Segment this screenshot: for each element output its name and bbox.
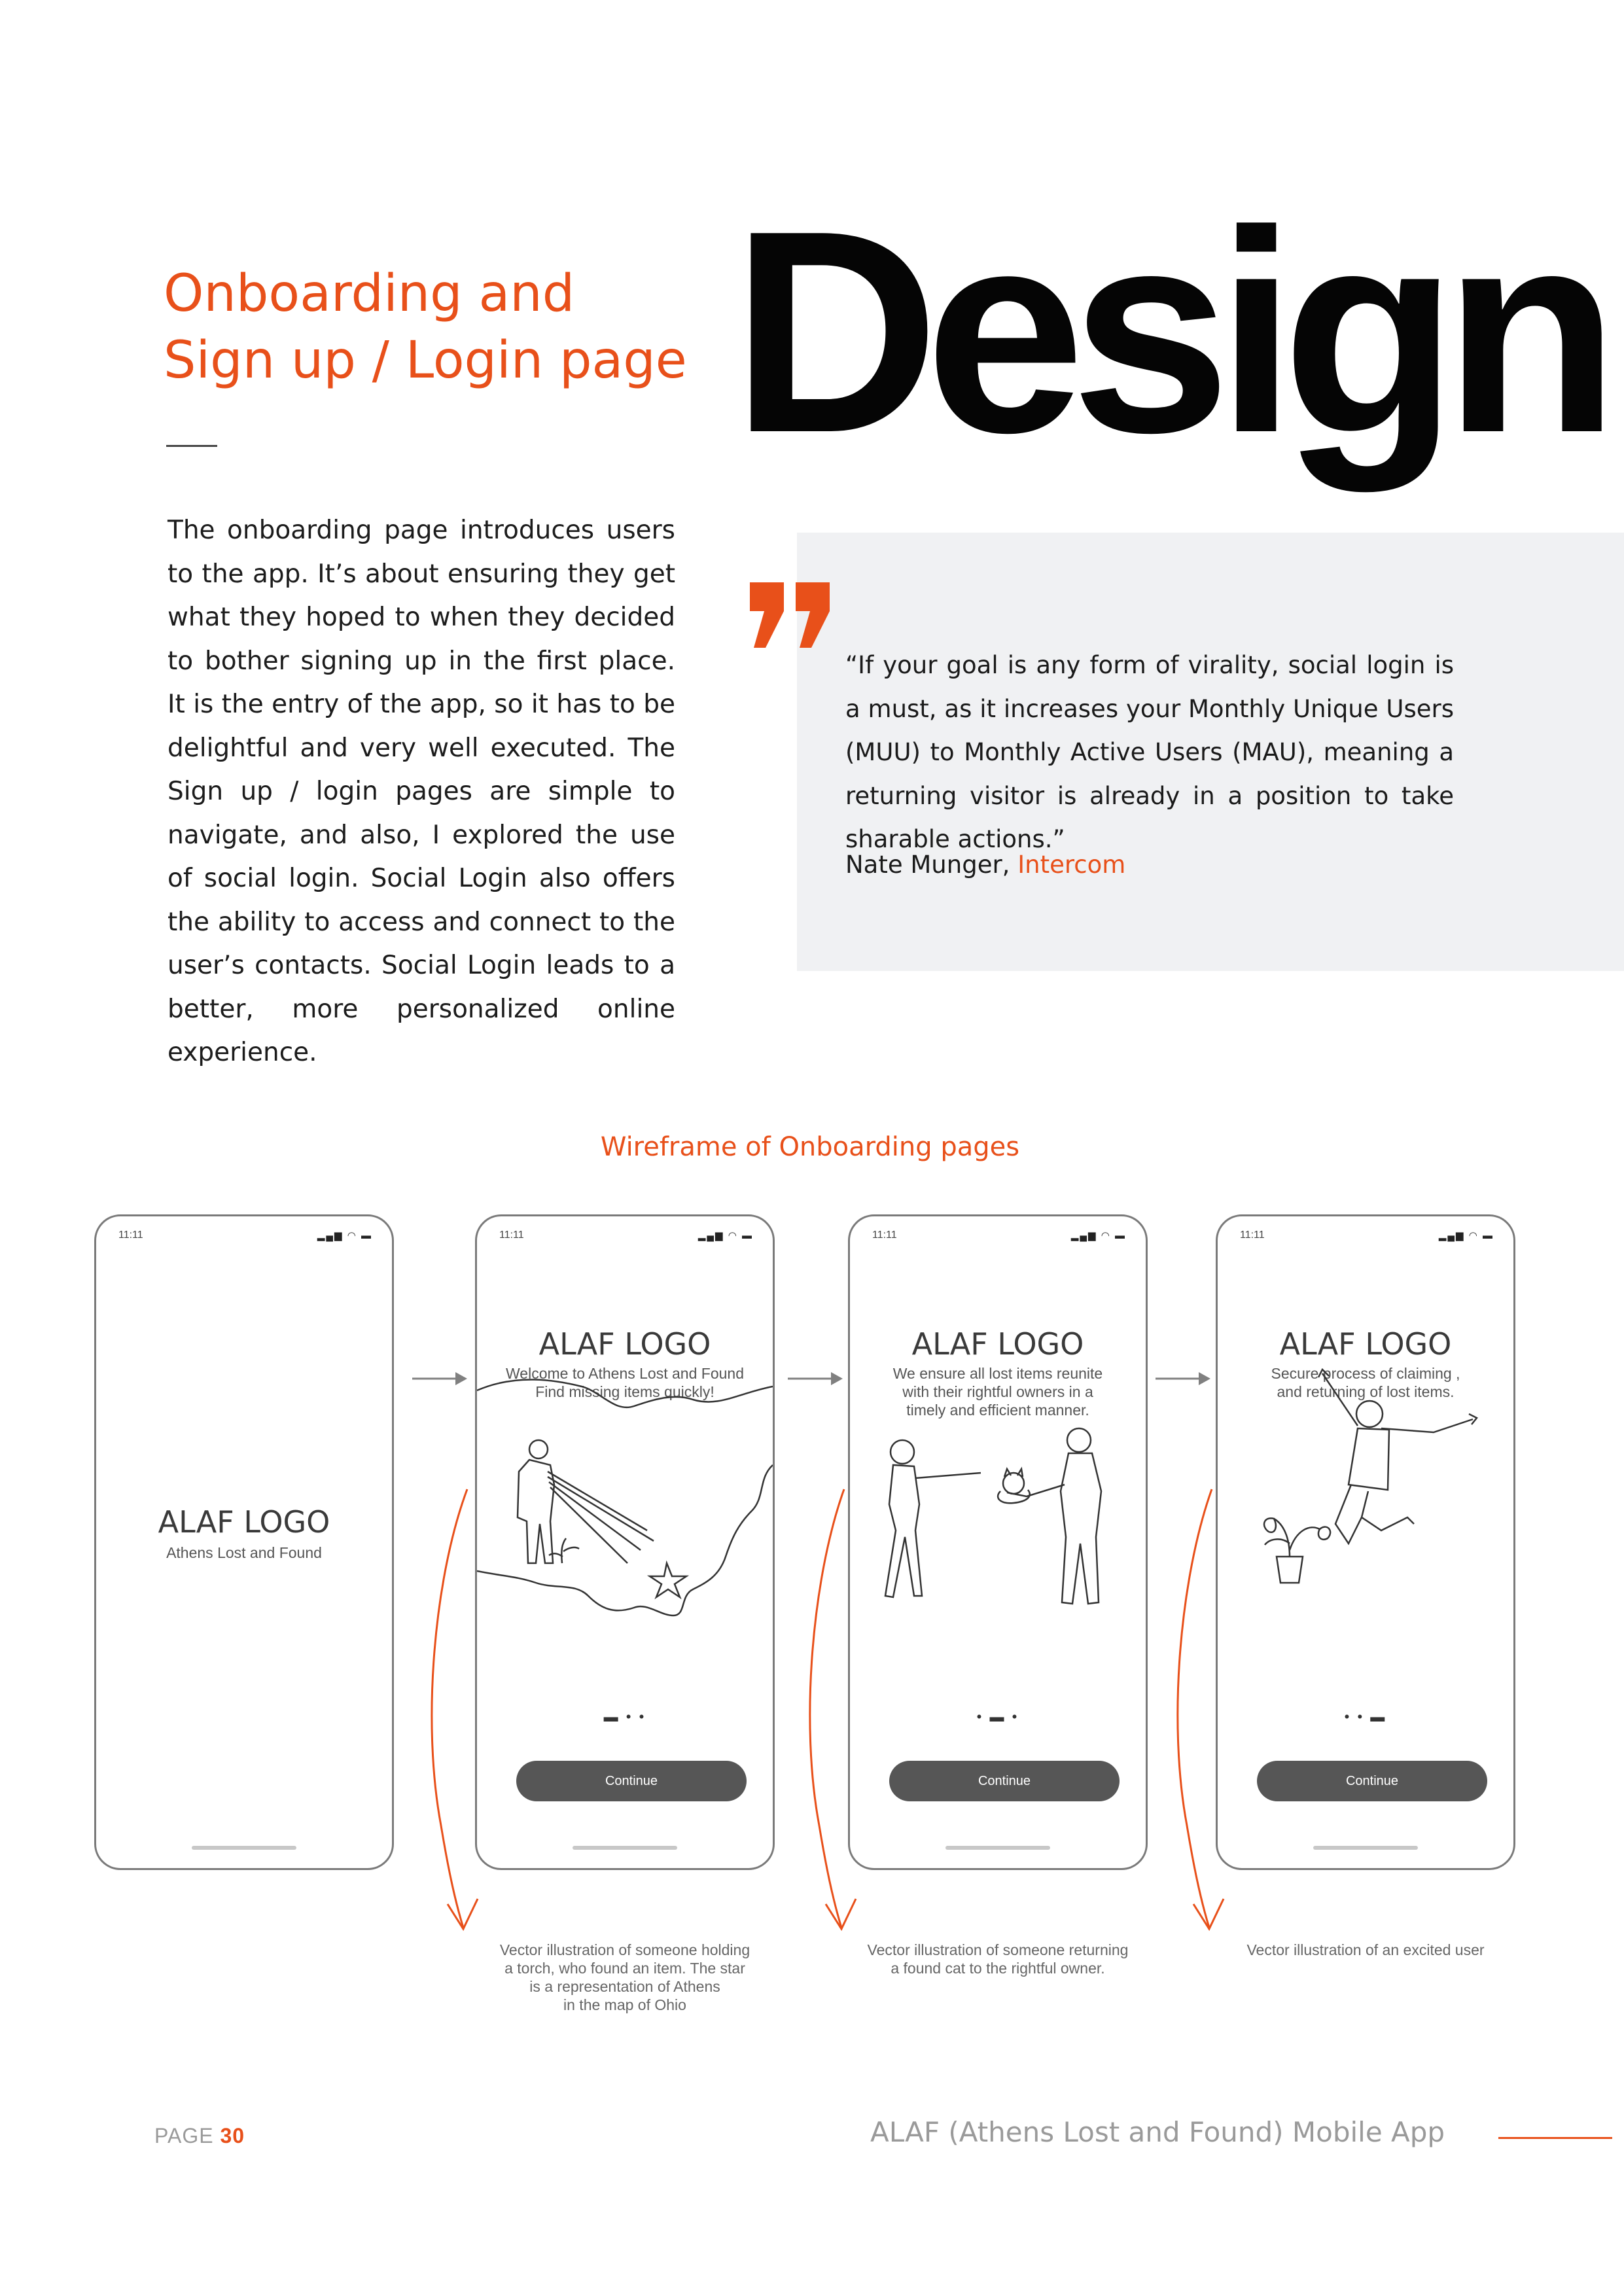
app-subtitle: Athens Lost and Found xyxy=(166,1544,322,1561)
curved-arrow-icon xyxy=(415,1485,493,1937)
onboarding-line: and returning of lost items. xyxy=(1277,1383,1455,1400)
home-indicator xyxy=(192,1846,296,1850)
quote-author-name: Nate Munger, xyxy=(845,851,1010,879)
phone-onboarding-3 xyxy=(1216,1214,1515,1870)
status-icons: ▂▄▆ ◠ ▬ xyxy=(1070,1230,1126,1241)
body-paragraph: The onboarding page introduces users to the app. It’s about ensuring they get what they hoped to when they decided to bother signing up in the first place. It is the entry of the app, so it has to be delightful and very well executed. The Sign up / login pages are simple to navigate, and also, I explored the use of social login. Social Login also offers the ability to access and connect to the user’s contacts. Social Login leads to a better, more personalized online experience. xyxy=(168,516,675,1067)
phone-onboarding-1 xyxy=(475,1214,775,1870)
page-number-value: 30 xyxy=(220,2124,245,2147)
status-time: 11:11 xyxy=(118,1229,143,1241)
note-line: Vector illustration of someone returning xyxy=(867,1941,1129,1958)
status-time: 11:11 xyxy=(872,1229,897,1241)
excited-user-illustration xyxy=(1218,1367,1513,1642)
onboarding-line: timely and efficient manner. xyxy=(906,1402,1089,1419)
note-line: is a representation of Athens xyxy=(529,1978,720,1995)
illustration-note xyxy=(471,1941,779,2014)
big-title: Design xyxy=(732,171,1605,493)
home-indicator xyxy=(945,1846,1050,1850)
app-logo: ALAF LOGO xyxy=(538,1326,711,1362)
torch-map-illustration xyxy=(477,1367,773,1642)
home-indicator xyxy=(573,1846,677,1850)
onboarding-line: with their rightful owners in a xyxy=(902,1383,1093,1400)
note-line: Vector illustration of someone holding xyxy=(499,1941,750,1958)
app-logo: ALAF LOGO xyxy=(158,1504,330,1540)
note-line: in the map of Ohio xyxy=(563,1996,686,2013)
page-number xyxy=(154,2124,245,2148)
status-time: 11:11 xyxy=(499,1229,524,1241)
page-indicator: ▬ • • xyxy=(603,1708,646,1725)
quote-author xyxy=(845,845,1454,885)
onboarding-line: Find missing items quickly! xyxy=(535,1383,715,1400)
cat-return-illustration xyxy=(850,1367,1146,1642)
quote-mark-icon xyxy=(746,569,838,654)
note-line: a found cat to the rightful owner. xyxy=(891,1960,1105,1977)
continue-button[interactable]: Continue xyxy=(1257,1761,1487,1801)
status-icons: ▂▄▆ ◠ ▬ xyxy=(697,1230,753,1241)
footer-title: ALAF (Athens Lost and Found) Mobile App xyxy=(870,2116,1445,2148)
page-label: PAGE xyxy=(154,2124,214,2147)
section-heading xyxy=(164,260,752,394)
arrow-right-icon xyxy=(785,1369,844,1388)
note-line: Vector illustration of an excited user xyxy=(1246,1941,1485,1958)
illustration-note xyxy=(844,1941,1152,1977)
phone-onboarding-2 xyxy=(848,1214,1148,1870)
heading-divider xyxy=(166,445,217,447)
phone-splash xyxy=(94,1214,394,1870)
onboarding-line: We ensure all lost items reunite xyxy=(892,1365,1103,1382)
status-icons: ▂▄▆ ◠ ▬ xyxy=(1438,1230,1494,1241)
illustration-note xyxy=(1212,1941,1519,1959)
note-line: a torch, who found an item. The star xyxy=(504,1960,745,1977)
app-logo: ALAF LOGO xyxy=(911,1326,1084,1362)
wireframe-caption: Wireframe of Onboarding pages xyxy=(600,1132,1020,1162)
curved-arrow-icon xyxy=(1162,1485,1241,1937)
heading-line-1: Onboarding and xyxy=(164,264,575,323)
continue-button[interactable]: Continue xyxy=(889,1761,1120,1801)
home-indicator xyxy=(1313,1846,1418,1850)
page-indicator: • • ▬ xyxy=(1344,1708,1387,1725)
onboarding-line: Welcome to Athens Lost and Found xyxy=(506,1365,744,1382)
app-logo: ALAF LOGO xyxy=(1279,1326,1452,1362)
arrow-right-icon xyxy=(410,1369,468,1388)
continue-button[interactable]: Continue xyxy=(516,1761,747,1801)
quote-text: “If your goal is any form of virality, social login is a must, as it increases your Monthly Unique Users (MUU) to Monthly Active Users (MAU), meaning a returning visitor is already in a position to take sharable actions.” xyxy=(845,651,1454,853)
quote-company-link[interactable]: Intercom xyxy=(1017,851,1126,879)
footer-accent-line xyxy=(1498,2137,1612,2139)
page-indicator: • ▬ • xyxy=(976,1708,1019,1725)
curved-arrow-icon xyxy=(794,1485,873,1937)
status-icons: ▂▄▆ ◠ ▬ xyxy=(317,1230,372,1241)
onboarding-line: Secure process of claiming , xyxy=(1271,1365,1460,1382)
arrow-right-icon xyxy=(1153,1369,1212,1388)
status-time: 11:11 xyxy=(1240,1229,1265,1241)
heading-line-2: Sign up / Login page xyxy=(164,331,687,390)
